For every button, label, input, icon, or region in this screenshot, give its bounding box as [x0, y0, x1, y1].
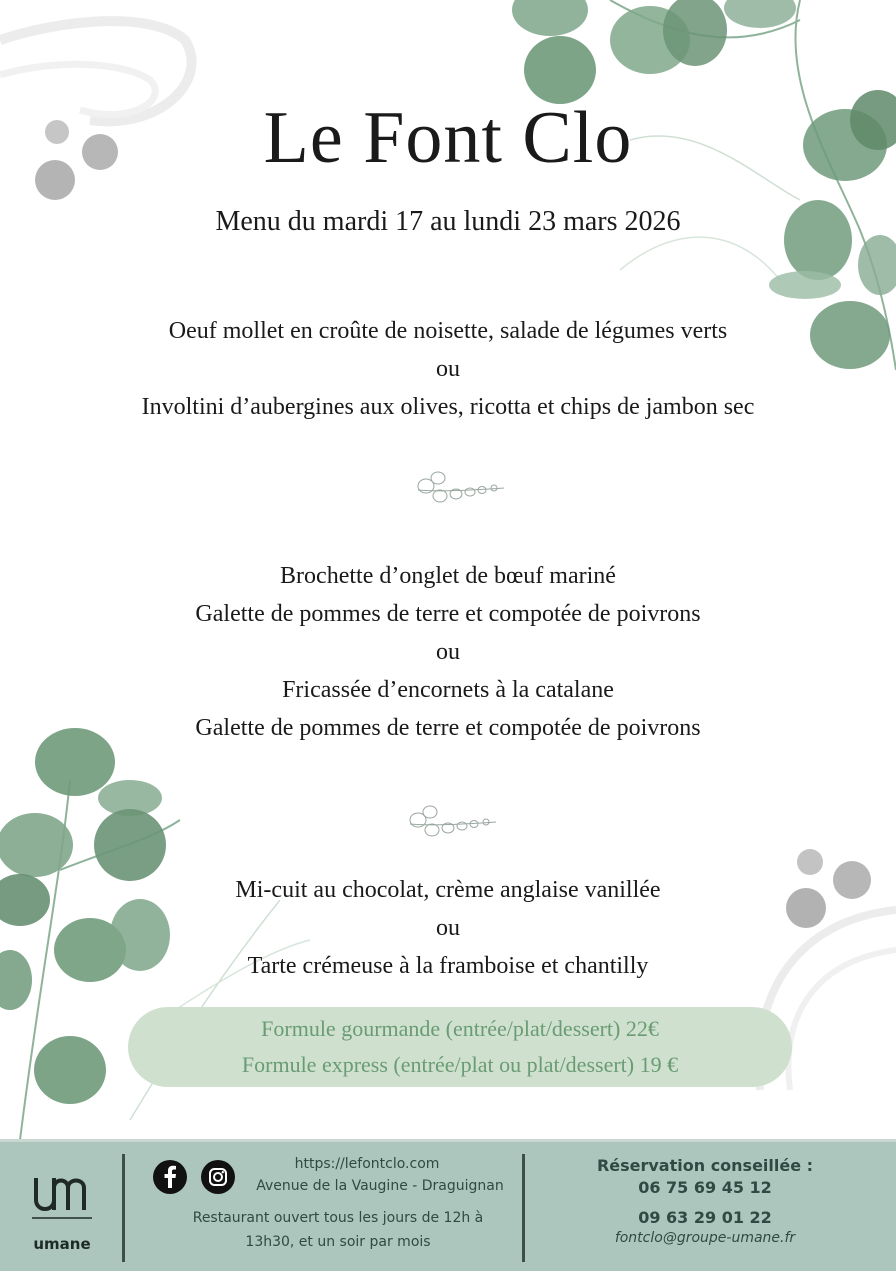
menu-date-subtitle: Menu du mardi 17 au lundi 23 mars 2026 [215, 206, 681, 237]
plat-2: Fricassée d’encornets à la catalane [282, 677, 614, 703]
dessert-2: Tarte crémeuse à la framboise et chantilly [247, 953, 649, 979]
entree-2: Involtini d’aubergines aux olives, ricotta et chips de jambon sec [141, 394, 755, 420]
website-link[interactable]: https://lefontclo.com [294, 1156, 440, 1172]
email-link[interactable]: fontclo@groupe-umane.fr [614, 1230, 796, 1246]
plat-1-side: Galette de pommes de terre et compotée de poivrons [195, 601, 701, 627]
phone-1[interactable]: 06 75 69 45 12 [638, 1178, 772, 1197]
plat-2-side: Galette de pommes de terre et compotée de poivrons [195, 715, 701, 741]
footer [0, 1139, 896, 1271]
dessert-1: Mi-cuit au chocolat, crème anglaise vanillée [235, 877, 661, 903]
sprig-icon [404, 802, 500, 842]
restaurant-title: Le Font Clo [263, 97, 633, 179]
formule-express: Formule express (entrée/plat ou plat/dessert) 19 € [241, 1052, 679, 1077]
umane-logo [30, 1172, 94, 1222]
entree-or: ou [436, 356, 460, 382]
address: Avenue de la Vaugine - Draguignan [256, 1178, 504, 1194]
dessert-or: ou [436, 915, 460, 941]
footer-divider [522, 1154, 525, 1262]
sprig-icon [412, 468, 508, 508]
opening-hours-line1: Restaurant ouvert tous les jours de 12h à [192, 1210, 484, 1226]
umane-logo-text: umane [33, 1235, 91, 1253]
plats-section [0, 557, 896, 747]
facebook-icon[interactable] [152, 1159, 188, 1195]
formules-box [128, 1007, 792, 1087]
formule-gourmande: Formule gourmande (entrée/plat/dessert) 22€ [261, 1016, 659, 1041]
entree-1: Oeuf mollet en croûte de noisette, salade de légumes verts [168, 318, 728, 344]
phone-2[interactable]: 09 63 29 01 22 [638, 1208, 772, 1227]
reservation-label: Réservation conseillée : [596, 1156, 814, 1175]
opening-hours-line2: 13h30, et un soir par mois [245, 1234, 431, 1250]
instagram-icon[interactable] [200, 1159, 236, 1195]
plat-or: ou [436, 639, 460, 665]
entrees-section [0, 312, 896, 426]
desserts-section [0, 871, 896, 985]
footer-divider [122, 1154, 125, 1262]
plat-1: Brochette d’onglet de bœuf mariné [280, 563, 616, 589]
